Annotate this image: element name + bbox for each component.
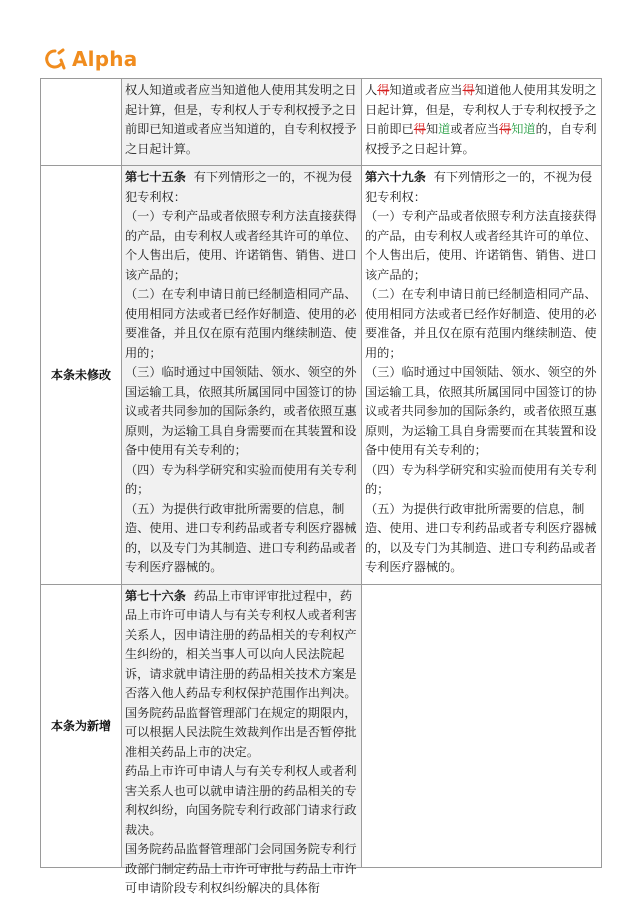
article-item: （四）专为科学研究和实验而使用有关专利的； <box>365 462 597 496</box>
old-text: 权人知道或者应当知道他人使用其发明之日起计算，但是，专利权人于专利权授予之日前即已知道或者应当知道的，自专利权授予之日起计算。 <box>125 83 357 156</box>
deleted-text: 得 <box>499 122 512 136</box>
text-segment: 知道或者应当 <box>389 83 463 97</box>
row-label: 本条未修改 <box>41 166 122 585</box>
text-segment: 的，自专利权授予之日起计算。 <box>365 122 597 156</box>
row-label: 本条为新增 <box>41 584 122 867</box>
old-text <box>122 585 361 895</box>
article-number: 第六十九条 <box>365 170 426 184</box>
deleted-text: 得 <box>462 83 475 97</box>
old-text <box>122 166 361 584</box>
inserted-text: 知道 <box>511 122 536 136</box>
article-item: （五）为提供行政审批所需要的信息，制造、使用、进口专利药品或者专利医疗器械的，以及专门为其制造、进口专利药品或者专利医疗器械的。 <box>365 501 597 574</box>
article-intro <box>365 168 599 207</box>
article-intro <box>125 587 359 763</box>
article-item: （三）临时通过中国领陆、领水、领空的外国运输工具，依照其所属国同中国签订的协议或者共同参加的国际条约，或者依照互惠原则，为运输工具自身需要而在其装置和设备中使用有关专利的； <box>365 365 597 457</box>
table-row <box>41 79 602 166</box>
new-text-cell <box>362 166 602 585</box>
inserted-text: 道 <box>438 122 451 136</box>
article-item: （三）临时通过中国领陆、领水、领空的外国运输工具，依照其所属国同中国签订的协议或者共同参加的国际条约，或者依照互惠原则，为运输工具自身需要而在其装置和设备中使用有关专利的； <box>125 365 357 457</box>
deleted-text: 得 <box>377 83 390 97</box>
article-number: 第七十六条 <box>125 588 186 603</box>
text-segment: 或者应当 <box>450 122 500 136</box>
brand-logo <box>44 44 137 74</box>
old-text-cell <box>122 584 362 895</box>
new-text <box>362 79 601 165</box>
comparison-table <box>40 78 602 895</box>
old-text-cell <box>122 166 362 585</box>
new-text-cell <box>362 584 602 867</box>
article-lead: 药品上市审评审批过程中，药品上市许可申请人与有关专利权人或者利害关系人，因申请注册的药品相关的专利权产生纠纷的，相关当事人可以向人民法院起诉，请求就申请注册的药品相关技术方案是否落入他人药品专利权保护范围作出判决。国务院药品监督管理部门在规定的期限内，可以根据人民法院生效裁判作出是否暂停批准相关药品上市的决定。 <box>125 588 357 759</box>
text-segment: 人 <box>365 83 378 97</box>
alpha-logo-icon <box>44 48 66 70</box>
article-item: （一）专利产品或者依照专利方法直接获得的产品，由专利权人或者经其许可的单位、个人售出后，使用、许诺销售、销售、进口该产品的； <box>365 209 597 282</box>
article-lead: 有下列情形之一的，不视为侵犯专利权： <box>125 170 353 204</box>
article-lead: 有下列情形之一的，不视为侵犯专利权： <box>365 170 593 204</box>
article-item: （二）在专利申请日前已经制造相同产品、使用相同方法或者已经作好制造、使用的必要准备，并且仅在原有范围内继续制造、使用的； <box>125 287 357 360</box>
article-item: （一）专利产品或者依照专利方法直接获得的产品，由专利权人或者经其许可的单位、个人售出后，使用、许诺销售、销售、进口该产品的； <box>125 209 357 282</box>
article-item: 国务院药品监督管理部门会同国务院专利行政部门制定药品上市许可审批与药品上市许可申请阶段专利权纠纷解决的具体衔 <box>125 842 357 895</box>
article-item: 药品上市许可申请人与有关专利权人或者利害关系人也可以就申请注册的药品相关的专利权纠纷，向国务院专利行政部门请求行政裁决。 <box>125 764 357 837</box>
article-item: （五）为提供行政审批所需要的信息，制造、使用、进口专利药品或者专利医疗器械的，以及专门为其制造、进口专利药品或者专利医疗器械的。 <box>125 501 357 574</box>
new-text-cell <box>362 79 602 166</box>
article-number: 第七十五条 <box>125 170 186 184</box>
brand-name: Alpha <box>72 47 138 71</box>
article-intro <box>125 168 359 207</box>
table-row <box>41 166 602 585</box>
text-segment: 知 <box>425 122 439 136</box>
article-item: （二）在专利申请日前已经制造相同产品、使用相同方法或者已经作好制造、使用的必要准备，并且仅在原有范围内继续制造、使用的； <box>365 287 597 360</box>
old-text-cell <box>122 79 362 166</box>
text-segment: 知道他人使用其发明之日起计算，但是，专利权人于专利权授予之日前即已 <box>365 83 597 136</box>
article-item: （四）专为科学研究和实验而使用有关专利的； <box>125 462 357 496</box>
row-label <box>41 79 122 166</box>
table-row <box>41 584 602 867</box>
deleted-text: 得 <box>413 122 426 136</box>
new-text <box>362 166 601 584</box>
